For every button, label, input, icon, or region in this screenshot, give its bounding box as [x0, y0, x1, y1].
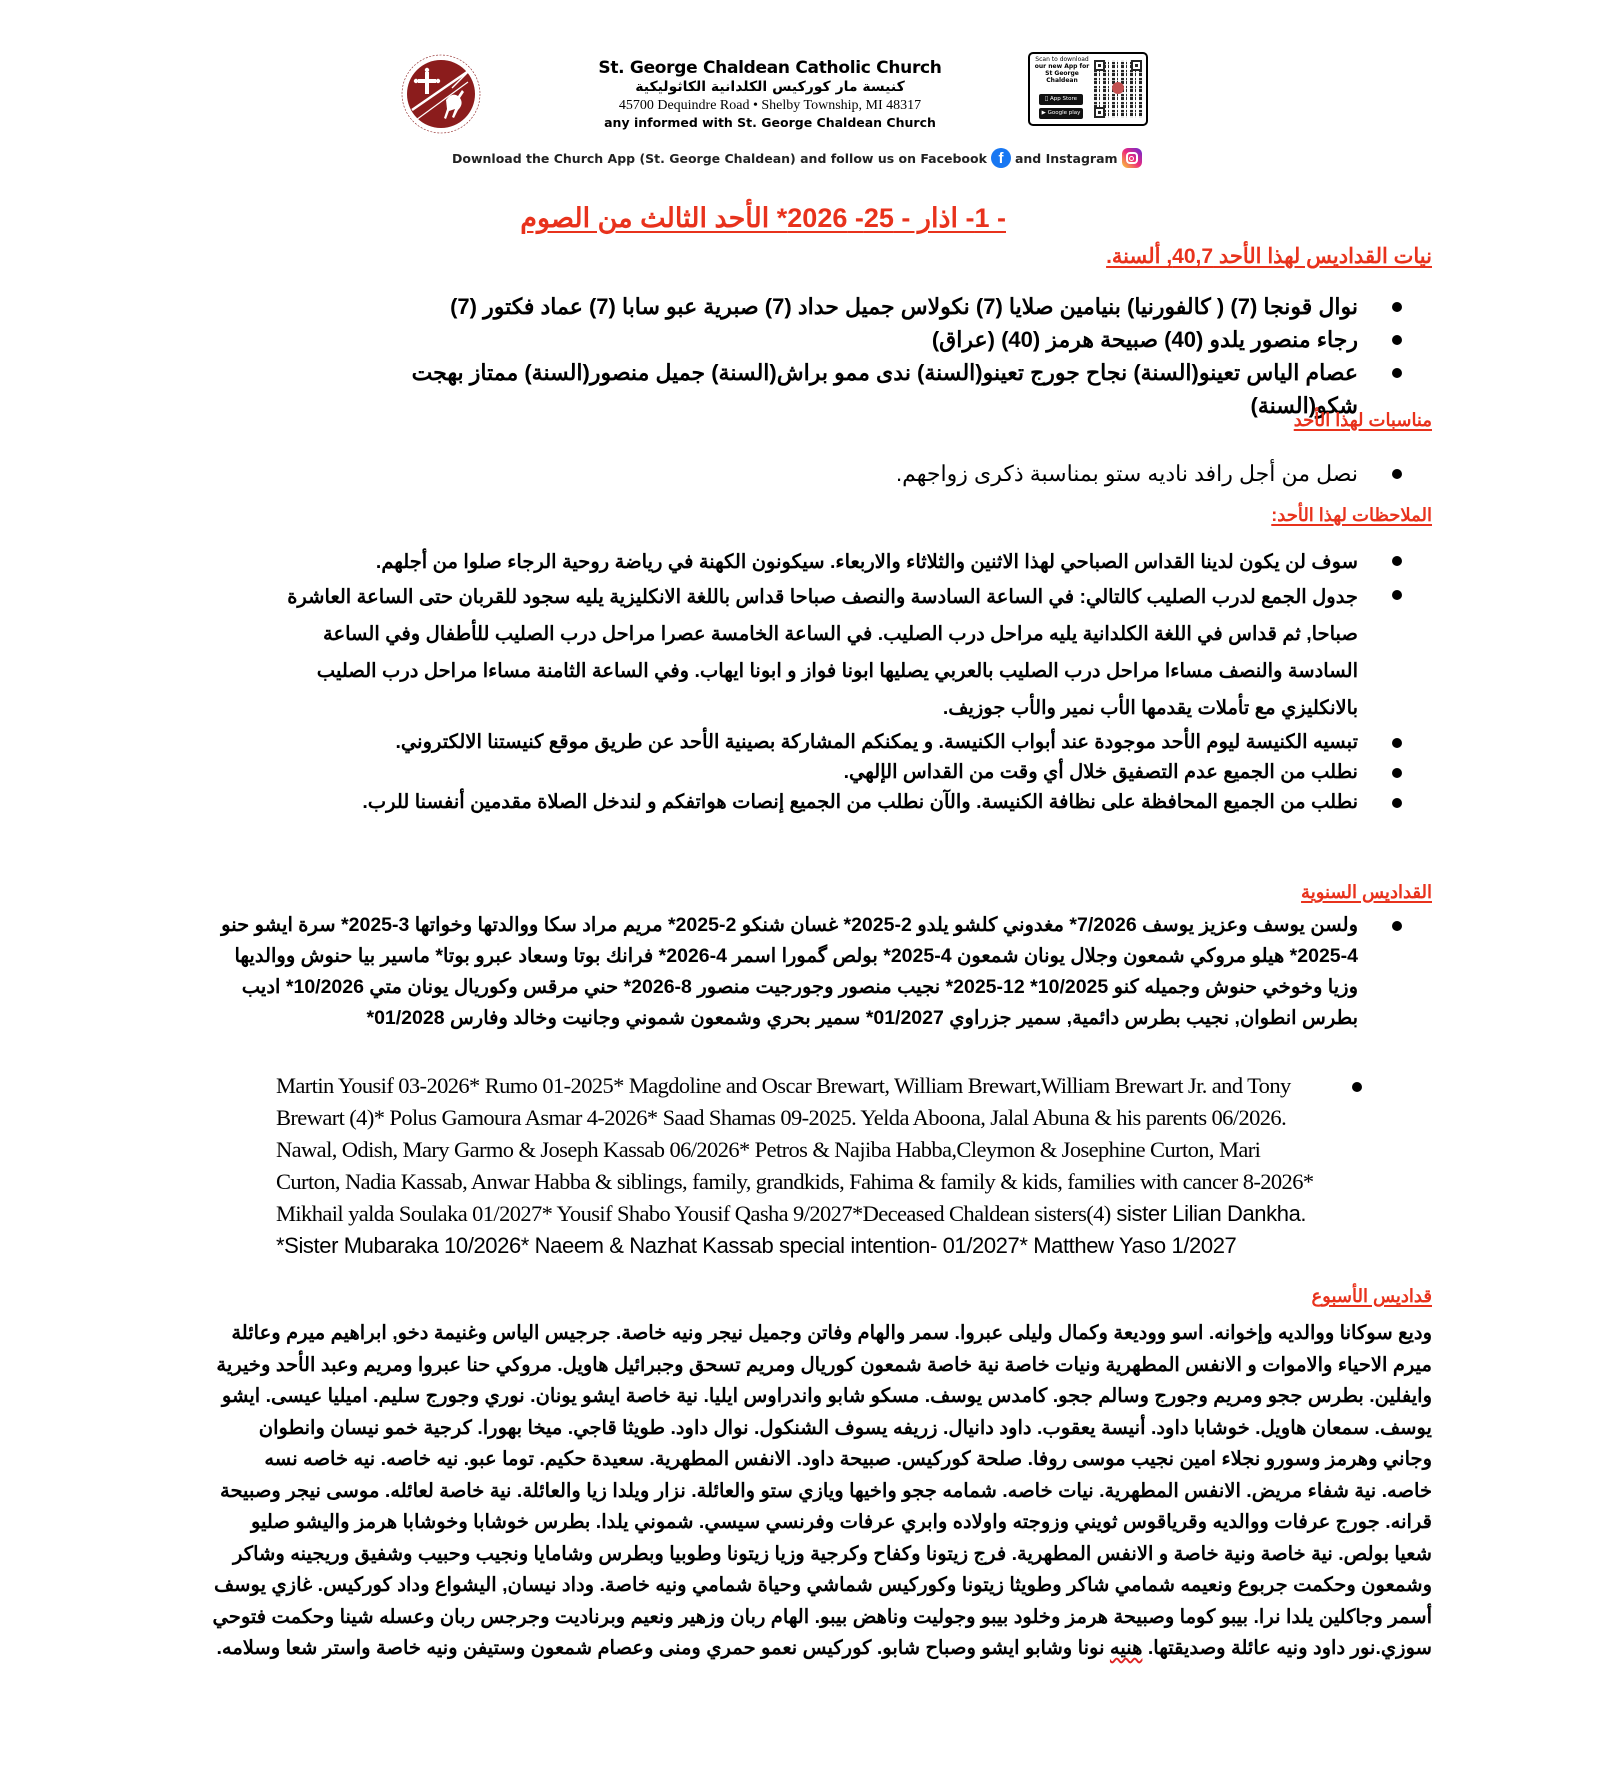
annual-masses-arabic-list — [200, 910, 1420, 1034]
instagram-text: and Instagram — [1014, 150, 1118, 166]
app-store-label: App Store — [1047, 96, 1075, 102]
bullet-icon — [1392, 556, 1402, 566]
list-item — [360, 323, 1420, 356]
occasions-list — [520, 457, 1420, 490]
bullet-icon — [1392, 302, 1402, 312]
qr-finder — [1131, 60, 1142, 71]
church-tagline: any informed with St. George Chaldean Church — [604, 115, 936, 130]
bullet-icon — [1392, 738, 1402, 748]
list-item — [360, 290, 1420, 323]
list-item — [360, 356, 1420, 422]
church-address: 45700 Dequindre Road • Shelby Township, MI 48317 — [618, 98, 922, 113]
weekly-masses-text — [212, 1318, 1432, 1665]
list-item — [520, 457, 1420, 490]
church-header — [400, 48, 1180, 178]
qr-finder — [1094, 60, 1105, 71]
bullet-icon — [1392, 921, 1402, 931]
play-icon: ▶ — [1041, 110, 1046, 116]
app-qr-panel[interactable] — [1028, 52, 1148, 126]
qr-caption-line2: our new App for — [1034, 63, 1090, 70]
list-item-text: نوال قونجا (7) ( كالفورنيا) بنيامين صلايا (7) نكولاس جميل حداد (7) صبرية عبو سابا (7) عماد فكتور (7) — [450, 294, 1358, 319]
weekly-text-part2: نونا وشابو ايشو وصباح شابو. كوركيس نعمو حمري ومنى وعصام شمعون وستيفن ونيه خاصة واستر شعا وسلامه. — [216, 1637, 1110, 1659]
list-item-text: ولسن يوسف وعزيز يوسف 7/2026* مغدوني كلشو يلدو 2-2025* غسان شنكو 2-2025* مريم مراد سكا ووالدتها وخواتها 3-2025* سرة ايشو حنو 4-2025* هيلو مروكي شمعون وجلال يونان شمعون 4-2025* بولص گمورا اسمر 4-2026* فرانك بوتا وسعاد عبرو بوتا* ماسير بيا حنوش ووالديها وزيا وخوخي حنوش وجميله كنو 10/2025* 12-2025* نجيب منصور وجورجيت منصور 8-2026* حني مرقس وكوريال يونان متي 10/2026* اديب بطرس انطوان, نجيب بطرس دائمية, سمير جزراوي 01/2027* سمير بحري وشمعون شموني وجانيت وخالد وفارس 01/2028* — [221, 914, 1358, 1029]
list-item-text: سوف لن يكون لدينا القداس الصباحي لهذا الاثنين والثلاثاء والاربعاء. سيكونون الكهنة في رياضة روحية الرجاء صلوا من أجلهم. — [375, 551, 1358, 573]
church-name-arabic: كنيسة مار كوركيس الكلدانية الكاثوليكية — [635, 79, 905, 95]
list-item-text: Martin Yousif 03-2026* Rumo 01-2025* Magdoline and Oscar Brewart, William Brewart,William Brewart Jr. and Tony Brewart (4)* Polus Gamoura Asmar 4-2026* Saad Shamas 09-2025. Yelda Aboona, Jalal Abuna & his parents 06/2026. Nawal, Odish, Mary Garmo & Joseph Kassab 06/2026* Petros & Najiba Habba,Cleymon & Josephine Curton, Mari Curton, Nadia Kassab, Anwar Habba & siblings, family, grandkids, Fahima & family & kids, families with cancer 8-2026* Mikhail yalda Soulaka 01/2027* Yousif Shabo Yousif Qasha 9/2027*Deceased Chaldean sisters(4) — [276, 1073, 1314, 1226]
app-download-text: Download the Church App (St. George Chaldean) and follow us on Facebook — [452, 150, 987, 166]
church-name: St. George Chaldean Catholic Church — [598, 58, 942, 78]
bullet-icon — [1392, 798, 1402, 808]
bullet-icon — [1392, 469, 1402, 479]
list-item — [270, 727, 1420, 757]
qr-finder — [1094, 107, 1105, 118]
list-item — [270, 757, 1420, 787]
list-item-text: جدول الجمع لدرب الصليب كالتالي: في الساعة السادسة والنصف صباحا قداس باللغة الانكليزية يليه سجود للقربان حتى الساعة العاشرة صباحا, ثم قداس في اللغة الكلدانية يليه مراحل درب الصليب. في الساعة الخامسة عصرا مراحل درب الصليب للأطفال وفي الساعة السادسة والنصف مساءا مراحل درب الصليب بالعربي يصليها ابونا فواز و ابونا ايهاب. وفي الساعة الثامنة مساءا مراحل درب الصليب بالانكليزي مع تأملات يقدمها الأب نمير والأب جوزيف. — [287, 586, 1358, 719]
church-logo-icon — [400, 50, 482, 142]
weekly-text-part1: وديع سوكانا ووالديه وإخوانه. اسو ووديعة وكمال وليلى عبروا. سمر والهام وفاتن وجميل نيجر ونيه خاصة. جرجيس الياس وغنيمة دخو, ابراهيم ميرم وعائلة ميرم الاحياء والاموات و الانفس المطهرية ونيات خاصة نية خاصة شمعون كوريال ومريم تسحق وجبرائيل هاويل. مروكي حنا عبروا ومريم وعبد الأحد وخيرية وايفلين. بطرس ججو ومريم وجورج وسالم ججو. كامدس يوسف. مسكو شابو واندراوس ايليا. نية خاصة ايشو يونان. نوري وجورج سليم. اميليا عيسى. ايشو يوسف. سمعان هاويل. خوشابا داود. أنيسة يعقوب. داود دانيال. زريفه يسوف الشنكول. نوال داود. طويثا قاجي. ميخا بهورا. كرجية خمو نيسان وانطوان وجاني وهرمز وسورو نجلاء امين نجيب موسى روفا. صلحة كوركيس. صبيحة داود. الانفس المطهرية. سعيدة حكيم. توما عبو. نيه خاصه. نيه خاصه نسه خاصه. نية شفاء مريض. الانفس المطهرية. نيات خاصه. شمامه ججو واخيها ويازي ستو والعائلة. نزار ويلدا زيا والعائلة. نية خاصة لعائله. موسى نيجر وصبيحة قرانه. جورج عرفات ووالديه وقرياقوس ثويني وزوجته واولاده وابري عرفات وفرنسي سيسي. شموني يلدا. بطرس خوشابا وخوشابا هرمز واليشو صليو شعيا بولص. نية خاصة ونية خاصة و الانفس المطهرية. فرج زيتونا وكفاح وكرجية وزيا زيتونا وطوبيا وبطرس وشامايا ونجيب وحبيب وشفيق وريجينه وشاكر وشمعون وحكمت جربوع ونعيمه شمامي شاكر وطويثا زيتونا وكوركيس شماشي وحياة شمامي ونيه خاصة. وداد نيسان, اليشواع وداد كوركيس. غازي يوسف أسمر وجاكلين يلدا نرا. بيبو كوما وصبيحة هرمز وخلود بيبو وجوليت وناهض بيبو. الهام ربان وزهير ونعيم وبرناديت وجرجس ربان وعسله شينا وحكمت فتوحي سوزي.نور داود ونيه عائلة وصديقتها. — [212, 1322, 1432, 1659]
list-item-text: رجاء منصور يلدو (40) صبيحة هرمز (40) (عراق) — [931, 327, 1358, 352]
social-line — [452, 148, 1142, 168]
list-item-text: نطلب من الجميع عدم التصفيق خلال أي وقت من القداس الإلهي. — [843, 761, 1358, 783]
intentions-heading: نيات القداديس لهذا الأحد 40,7, ألسنة. — [1106, 245, 1432, 268]
annual-masses-heading: القداديس السنوية — [1301, 882, 1432, 902]
bullet-icon — [1392, 335, 1402, 345]
church-info — [570, 58, 970, 131]
apple-icon — [1045, 96, 1048, 102]
list-item — [270, 787, 1420, 817]
bulletin-title: - 1- اذار - 25- 2026* الأحد الثالث من الصوم — [520, 203, 1006, 233]
bullet-icon — [1392, 768, 1402, 778]
notes-heading: الملاحظات لهذا الأحد: — [1271, 505, 1432, 525]
qr-logo-dot — [1112, 82, 1124, 94]
weekly-masses-heading: قداديس الأسبوع — [1311, 1286, 1432, 1306]
google-play-badge[interactable] — [1039, 108, 1083, 119]
list-item-text: نطلب من الجميع المحافظة على نظافة الكنيسة. والآن نطلب من الجميع إنصات هواتفكم و لندخل الصلاة مقدمين أنفسنا للرب. — [362, 791, 1358, 813]
list-item-text: نصل من أجل رافد ناديه ستو بمناسبة ذكرى زواجهم. — [896, 461, 1358, 486]
annual-masses-english-list — [230, 1070, 1380, 1262]
occasions-heading: مناسبات لهذا الأحد — [1293, 410, 1432, 430]
google-play-label: Google play — [1047, 110, 1081, 116]
bullet-icon — [1392, 368, 1402, 378]
intentions-list — [360, 290, 1420, 422]
list-item-text-continued: sister Lilian Dankha. Sister Mubaraka 10/2026* Naeem & Nazhat Kassab special intention- 01/2027* Matthew Yaso 1/2027* — [276, 1201, 1307, 1258]
list-item-text: تبسيه الكنيسة ليوم الأحد موجودة عند أبواب الكنيسة. و يمكنكم المشاركة بصينية الأحد عن طريق موقع كنيستنا الالكتروني. — [395, 731, 1358, 753]
list-item — [230, 1070, 1380, 1262]
list-item — [200, 910, 1420, 1034]
facebook-icon[interactable]: f — [991, 148, 1011, 168]
list-item-text: عصام الياس تعينو(السنة) نجاح جورج تعينو(السنة) ندى ممو براش(السنة) جميل منصور(السنة) ممتاز بهجت شكو(السنة) — [411, 360, 1358, 418]
instagram-icon[interactable] — [1122, 148, 1142, 168]
list-item — [270, 545, 1420, 579]
qr-caption — [1033, 56, 1091, 84]
app-store-badge[interactable] — [1039, 94, 1083, 105]
qr-caption-line3: St George Chaldean — [1045, 70, 1079, 84]
spellcheck-flagged-word: هنيه — [1109, 1637, 1143, 1659]
bullet-icon — [1392, 590, 1402, 600]
qr-caption-line1: Scan to download — [1035, 56, 1089, 63]
bullet-icon — [1352, 1082, 1362, 1092]
list-item — [270, 579, 1420, 727]
qr-code-icon[interactable] — [1094, 60, 1142, 118]
notes-list — [270, 545, 1420, 817]
